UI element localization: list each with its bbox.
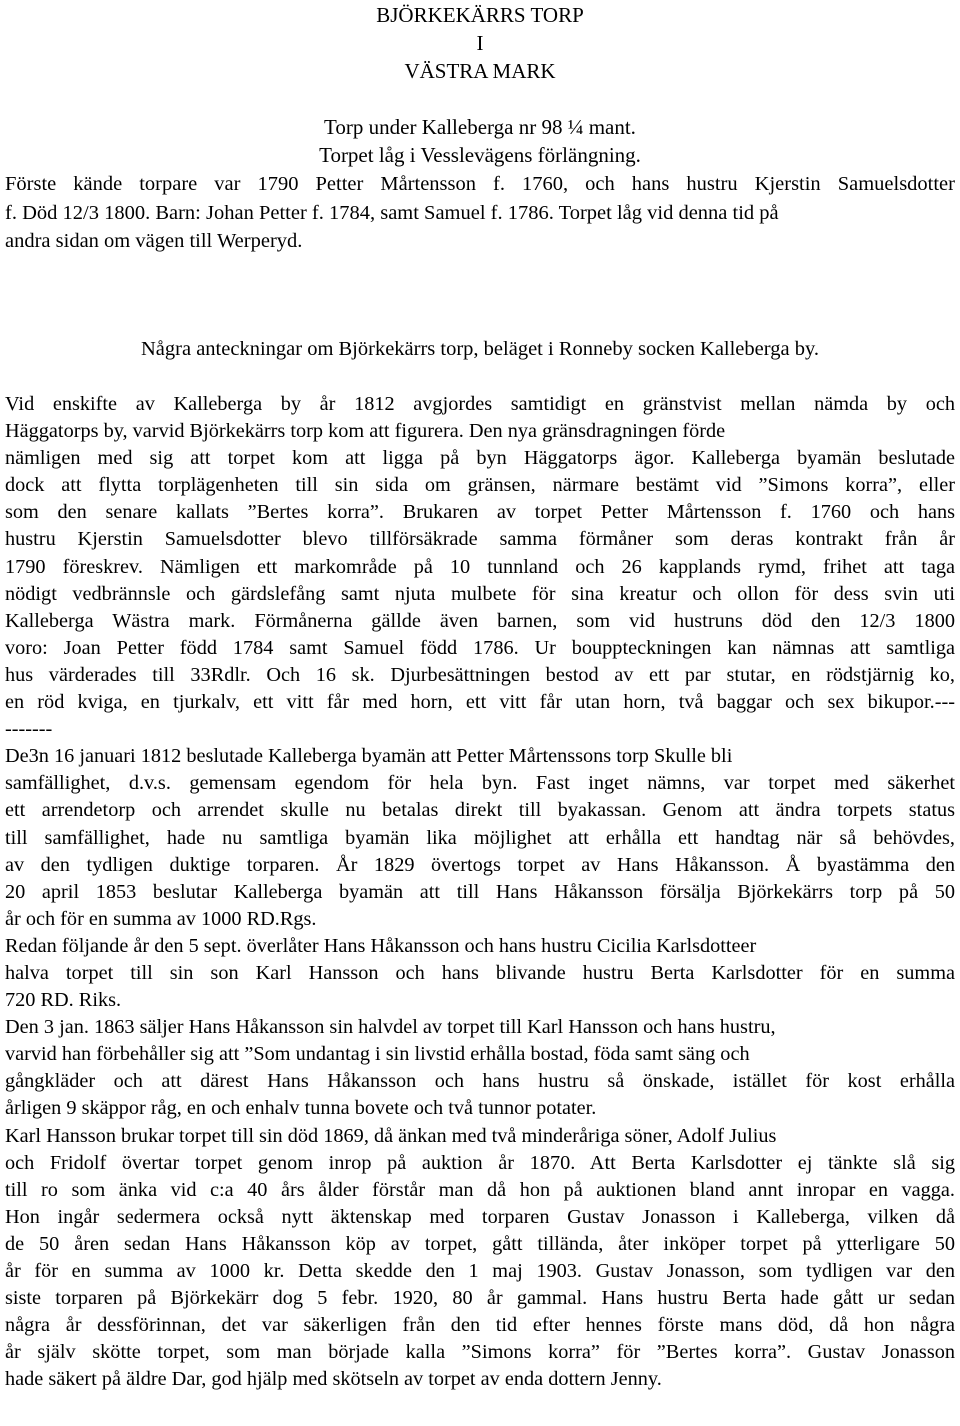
body-line: ------- <box>5 718 53 741</box>
body-line: hade säkert på äldre Dar, god hjälp med skötseln av torpet av enda dottern Jenny. <box>5 1368 662 1391</box>
body-line: Karl Hansson brukar torpet till sin död 1869, då änkan med två minderåriga söner, Adolf Julius <box>5 1124 777 1147</box>
title-line-1: BJÖRKEKÄRRS TORP <box>376 3 584 27</box>
body-line: voro: Joan Petter född 1784 samt Samuel född 1786. Ur bouppteckningen kan nämnas att samtliga <box>5 636 955 659</box>
body-line: Vid enskifte av Kalleberga by år 1812 avgjordes samtidigt en gränstvist mellan nämda by och <box>5 393 955 415</box>
section-heading: Några anteckningar om Björkekärrs torp, beläget i Ronneby socken Kalleberga by. <box>141 338 819 360</box>
body-text <box>5 391 955 1393</box>
body-line: 20 april 1853 beslutar Kalleberga byamän att till Hans Håkansson försälja Björkekärrs torp på 50 <box>5 880 955 903</box>
title-line-3: VÄSTRA MARK <box>404 59 556 83</box>
body-line: av den tydligen duktige torparen. År 1829 övertogs torpet av Hans Håkansson. Å byastämma den <box>5 853 955 876</box>
body-line: nödigt vedbrännsle och gärdslefång samt njuta mulbete för sina kreatur och ollon för dess svin uti <box>5 582 955 605</box>
body-line: Häggatorps by, varvid Björkekärrs torp kom att figurera. Den nya gränsdragningen förde <box>5 420 726 443</box>
document-title <box>0 1 960 85</box>
body-line: Kalleberga Wästra mark. Förmånerna gällde även barnen, som vid hustruns död den 12/3 1800 <box>5 609 955 632</box>
body-line: och Fridolf övertar torpet genom inrop på auktion år 1870. Att Berta Karlsdotter ej tänkte slå sig <box>5 1151 955 1174</box>
body-line: 1790 föreskrev. Nämligen ett markområde på 10 tunnland och 26 kapplands rymd, frihet att taga <box>5 555 955 578</box>
body-line: till ro som änka vid c:a 40 års ålder förstår man då hon på auktionen bland annt inropar en vagga. <box>5 1178 955 1201</box>
subtitle-line-2: Torpet låg i Vesslevägens förlängning. <box>319 143 641 167</box>
body-line: till samfällighet, hade nu samtliga byamän lika möjlighet att erhålla ett handtag när så behövdes, <box>5 826 955 849</box>
body-line: dock att flytta torplägenheten till sin sida om gränsen, närmare bestämt vid ”Simons korra”, eller <box>5 474 955 497</box>
document-subtitle <box>0 113 960 169</box>
body-line: De3n 16 januari 1812 beslutade Kalleberga byamän att Petter Mårtenssons torp Skulle bli <box>5 745 733 768</box>
subtitle-line-1: Torp under Kalleberga nr 98 ¼ mant. <box>324 115 636 139</box>
body-line: 720 RD. Riks. <box>5 989 122 1012</box>
body-line: ett arrendetorp och arrendet skulle nu betalas direkt till byakassan. Genom att ändra torpets status <box>5 799 955 822</box>
body-line: Redan följande år den 5 sept. överlåter Hans Håkansson och hans hustru Cicilia Karlsdotteer <box>5 934 757 957</box>
body-line: som den senare kallats ”Bertes korra”. Brukaren av torpet Petter Mårtensson f. 1760 och hans <box>5 501 955 524</box>
body-line: nämligen med sig att torpet kom att ligga på byn Häggatorps ägor. Kalleberga byamän beslutade <box>5 447 955 470</box>
body-line: år och för en summa av 1000 RD.Rgs. <box>5 907 317 930</box>
intro-line: Förste kände torpare var 1790 Petter Mårtensson f. 1760, och hans hustru Kjerstin Samuelsdotter <box>5 173 955 195</box>
body-line: hus värderades till 33Rdlr. Och 16 sk. Djurbesättningen bestod av ett par stutar, en rödstjärnig ko, <box>5 663 955 686</box>
body-line: Den 3 jan. 1863 säljer Hans Håkansson sin halvdel av torpet till Karl Hansson och hans hustru, <box>5 1016 776 1039</box>
body-line: år för en summa av 1000 kr. Detta skedde den 1 maj 1903. Gustav Jonasson, som tydligen var den <box>5 1260 955 1282</box>
body-line: de 50 åren sedan Hans Håkansson köp av torpet, gått tillända, åter inköper torpet på ytterligare 50 <box>5 1232 955 1255</box>
body-line: några år dessförinnan, det var säkerligen från den tid efter hennes förste mans död, då hon några <box>5 1314 955 1337</box>
body-line: en röd kviga, en tjurkalv, ett vitt får med horn, ett vitt får utan horn, två baggar och sex bikupor.--- <box>5 691 955 714</box>
body-line: varvid han förbehåller sig att ”Som undantag i sin livstid erhålla bostad, föda samt säng och <box>5 1043 750 1066</box>
body-line: årligen 9 skäppor råg, en och enhalv tunna bovete och två tunnor potater. <box>5 1097 597 1120</box>
intro-paragraph <box>5 170 955 256</box>
body-line: samfällighet, d.v.s. gemensam egendom för hela byn. Fast inget nämns, var torpet med säkerhet <box>5 772 955 795</box>
body-line: hustru Kjerstin Samuelsdotter blevo tillförsäkrade samma förmåner som deras kontrakt från år <box>5 528 955 551</box>
body-line: gångkläder och att därest Hans Håkansson och hans hustru så önskade, istället för kost erhålla <box>5 1070 955 1093</box>
intro-line: f. Död 12/3 1800. Barn: Johan Petter f. 1784, samt Samuel f. 1786. Torpet låg vid denna tid på <box>5 201 779 224</box>
body-line: siste torparen på Björkekärr dog 5 febr. 1920, 80 år gammal. Hans hustru Berta hade gått ur sedan <box>5 1287 955 1310</box>
title-line-2: I <box>476 31 484 55</box>
body-line: halva torpet till sin son Karl Hansson och hans blivande hustru Berta Karlsdotter för en summa <box>5 961 955 984</box>
body-line: Hon ingår sedermera också nytt äktenskap med torparen Gustav Jonasson i Kalleberga, vilken då <box>5 1205 955 1228</box>
body-line: år själv skötte torpet, som man började kalla ”Simons korra” för ”Bertes korra”. Gustav Jonasson <box>5 1341 955 1364</box>
intro-line: andra sidan om vägen till Werperyd. <box>5 230 303 252</box>
